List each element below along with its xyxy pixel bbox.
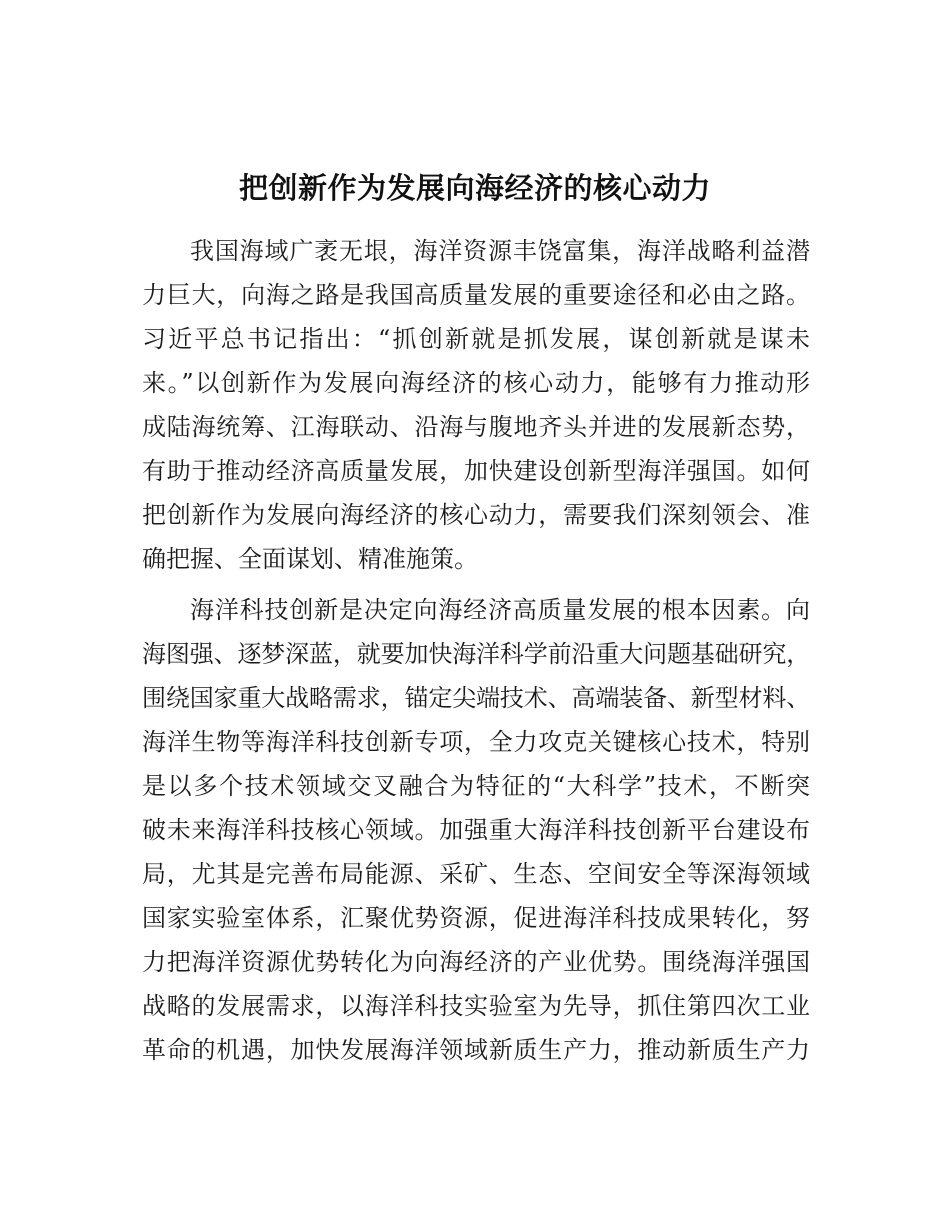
paragraph-line: 国家实验室体系，汇聚优势资源，促进海洋科技成果转化，努 — [142, 904, 810, 932]
paragraph-line: 海洋生物等海洋科技创新专项，全力攻克关键核心技术，特别 — [142, 728, 810, 756]
paragraph-line: 是以多个技术领域交叉融合为特征的“大科学”技术，不断突 — [142, 772, 810, 800]
paragraph-line: 战略的发展需求，以海洋科技实验室为先导，抓住第四次工业 — [142, 992, 810, 1020]
paragraph-line: 我国海域广袤无垠，海洋资源丰饶富集，海洋战略利益潜 — [190, 237, 810, 265]
paragraph-line: 成陆海统筹、江海联动、沿海与腹地齐头并进的发展新态势， — [142, 413, 810, 441]
document-title: 把创新作为发展向海经济的核心动力 — [238, 171, 711, 205]
paragraph-line: 确把握、全面谋划、精准施策。 — [142, 545, 478, 573]
paragraph-line: 围绕国家重大战略需求，锚定尖端技术、高端装备、新型材料、 — [142, 684, 810, 712]
paragraph-line: 破未来海洋科技核心领域。加强重大海洋科技创新平台建设布 — [142, 816, 810, 844]
paragraph-line: 革命的机遇，加快发展海洋领域新质生产力，推动新质生产力 — [142, 1036, 810, 1064]
paragraph-line: 来。”以创新作为发展向海经济的核心动力，能够有力推动形 — [142, 369, 810, 397]
paragraph-line: 习近平总书记指出：“抓创新就是抓发展，谋创新就是谋未 — [142, 325, 810, 353]
paragraph-line: 把创新作为发展向海经济的核心动力，需要我们深刻领会、准 — [142, 501, 810, 529]
paragraph-line: 海洋科技创新是决定向海经济高质量发展的根本因素。向 — [190, 596, 810, 624]
paragraph-line: 有助于推动经济高质量发展，加快建设创新型海洋强国。如何 — [142, 457, 810, 485]
paragraph-line: 局，尤其是完善布局能源、采矿、生态、空间安全等深海领域 — [142, 860, 810, 888]
paragraph-line: 海图强、逐梦深蓝，就要加快海洋科学前沿重大问题基础研究， — [142, 640, 810, 668]
paragraph-line: 力把海洋资源优势转化为向海经济的产业优势。围绕海洋强国 — [142, 948, 810, 976]
paragraph-line: 力巨大，向海之路是我国高质量发展的重要途径和必由之路。 — [142, 281, 810, 309]
